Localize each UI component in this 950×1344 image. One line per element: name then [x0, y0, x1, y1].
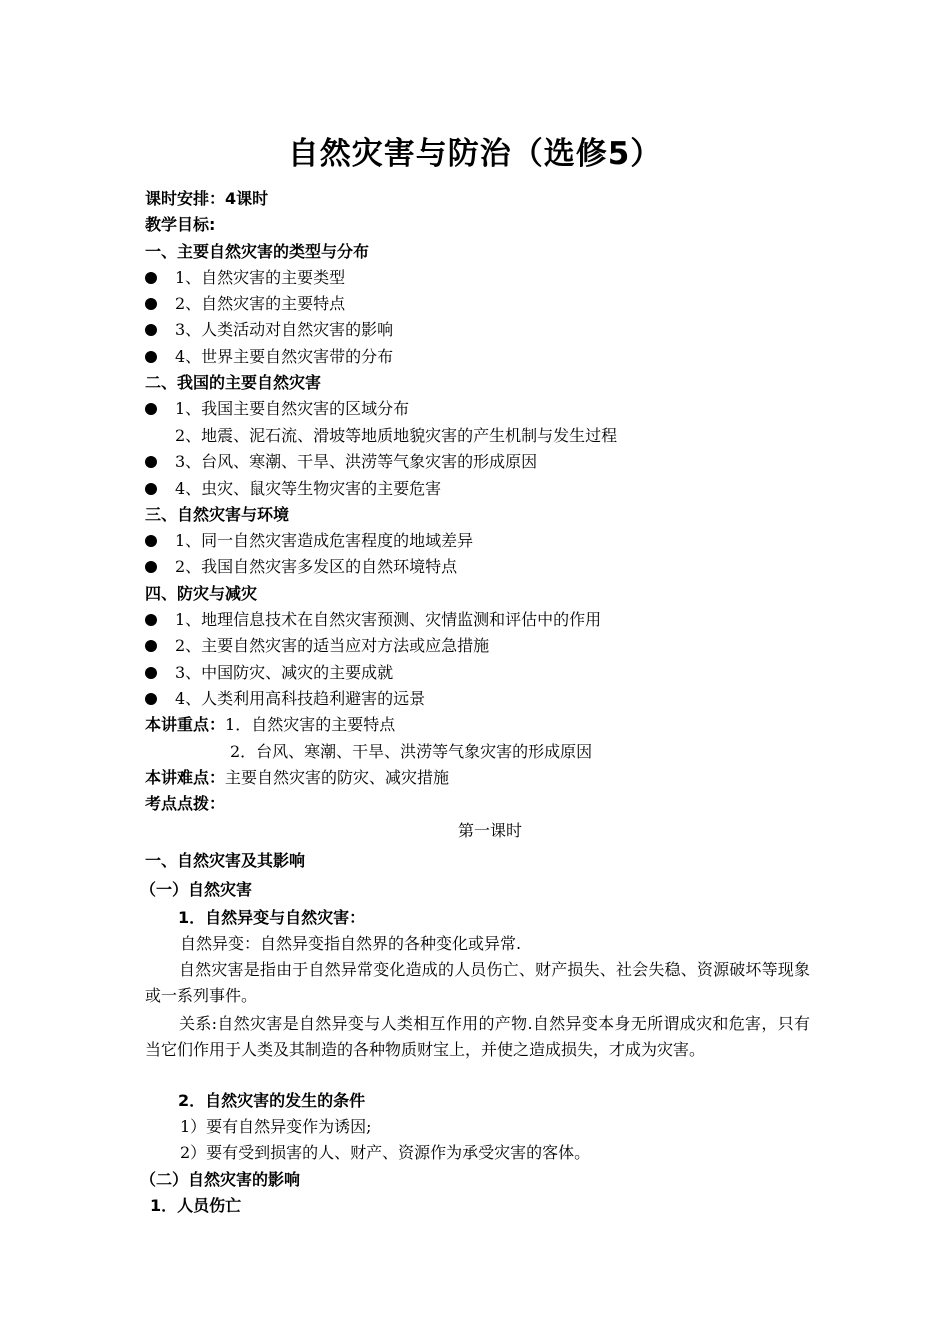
list-item-text: 4、世界主要自然灾害带的分布	[175, 347, 394, 366]
difficulty-label: 本讲难点：	[145, 768, 226, 787]
list-item	[145, 557, 457, 577]
lesson-heading: 一、自然灾害及其影响	[145, 851, 306, 870]
schedule-line: 课时安排：4课时	[145, 189, 269, 208]
lesson-title: 第一课时	[457, 821, 522, 840]
difficulty-line	[145, 768, 449, 788]
list-item-text: 4、人类利用高科技趋利避害的远景	[175, 689, 426, 708]
bullet-icon	[145, 324, 157, 336]
list-item	[145, 636, 489, 656]
bullet-icon	[145, 535, 157, 547]
bullet-icon	[145, 640, 157, 652]
bullet-icon	[145, 614, 157, 626]
goals-label: 教学目标:	[145, 215, 216, 234]
focus-item-1: 1．自然灾害的主要特点	[225, 715, 396, 734]
section-heading-4: 四、防灾与减灾	[145, 584, 258, 603]
focus-label: 本讲重点：	[145, 715, 226, 734]
bullet-icon	[145, 483, 157, 495]
list-item	[145, 689, 425, 709]
list-item	[145, 479, 441, 499]
list-item	[145, 531, 473, 551]
list-item	[145, 268, 345, 288]
list-item-text: 2、我国自然灾害多发区的自然环境特点	[175, 557, 458, 576]
list-item	[145, 399, 409, 419]
list-item	[145, 294, 345, 314]
list-item-text: 3、台风、寒潮、干旱、洪涝等气象灾害的形成原因	[175, 452, 538, 471]
section-heading-1: 一、主要自然灾害的类型与分布	[145, 242, 370, 261]
focus-item-2: 2．台风、寒潮、干旱、洪涝等气象灾害的形成原因	[230, 742, 593, 761]
difficulty-text: 主要自然灾害的防灾、减灾措施	[225, 768, 450, 787]
list-item	[145, 320, 393, 340]
focus-line	[145, 715, 395, 735]
subsection-heading-2: （二）自然灾害的影响	[140, 1170, 301, 1189]
section-heading-3: 三、自然灾害与环境	[145, 505, 290, 524]
list-item-text: 1、我国主要自然灾害的区域分布	[175, 399, 410, 418]
point-heading-3: 1．人员伤亡	[150, 1196, 242, 1215]
list-item	[145, 452, 537, 472]
list-item-text: 3、人类活动对自然灾害的影响	[175, 320, 394, 339]
bullet-icon	[145, 272, 157, 284]
list-item-text: 3、中国防灾、减灾的主要成就	[175, 663, 394, 682]
bullet-icon	[145, 298, 157, 310]
paragraph-relation: 关系:自然灾害是自然异变与人类相互作用的产物.自然异变本身无所谓成灾和危害，只有当它们作用于人类及其制造的各种物质财宝上，并使之造成损失，才成为灾害。	[145, 1014, 810, 1059]
bullet-icon	[145, 693, 157, 705]
bullet-icon	[145, 351, 157, 363]
list-item	[145, 610, 601, 630]
list-item-text: 2、地震、泥石流、滑坡等地质地貌灾害的产生机制与发生过程	[175, 426, 618, 445]
section-heading-2: 二、我国的主要自然灾害	[145, 373, 322, 392]
list-item-text: 4、虫灾、鼠灾等生物灾害的主要危害	[175, 479, 442, 498]
bullet-icon	[145, 456, 157, 468]
point-heading-1: 1．自然异变与自然灾害：	[178, 908, 366, 927]
bullet-icon	[145, 561, 157, 573]
list-item-text: 2、自然灾害的主要特点	[175, 294, 346, 313]
list-item	[175, 426, 617, 446]
point-heading-2: 2．自然灾害的发生的条件	[178, 1091, 366, 1110]
tips-label: 考点点拨：	[145, 794, 226, 813]
condition-2: 2）要有受到损害的人、财产、资源作为承受灾害的客体。	[180, 1143, 591, 1162]
bullet-icon	[145, 667, 157, 679]
list-item-text: 2、主要自然灾害的适当应对方法或应急措施	[175, 636, 490, 655]
list-item	[145, 347, 393, 367]
paragraph-disaster: 自然灾害是指由于自然异常变化造成的人员伤亡、财产损失、社会失稳、资源破坏等现象或一系列事件。	[145, 960, 810, 1005]
condition-1: 1）要有自然异变作为诱因;	[180, 1117, 372, 1136]
list-item-text: 1、自然灾害的主要类型	[175, 268, 346, 287]
paragraph-variation: 自然异变：自然异变指自然界的各种变化或异常.	[180, 934, 522, 953]
subsection-heading-1: （一）自然灾害	[140, 880, 253, 899]
document-title: 自然灾害与防治（选修5）	[287, 136, 663, 172]
list-item	[145, 663, 393, 683]
bullet-icon	[145, 403, 157, 415]
list-item-text: 1、同一自然灾害造成危害程度的地域差异	[175, 531, 474, 550]
list-item-text: 1、地理信息技术在自然灾害预测、灾情监测和评估中的作用	[175, 610, 602, 629]
